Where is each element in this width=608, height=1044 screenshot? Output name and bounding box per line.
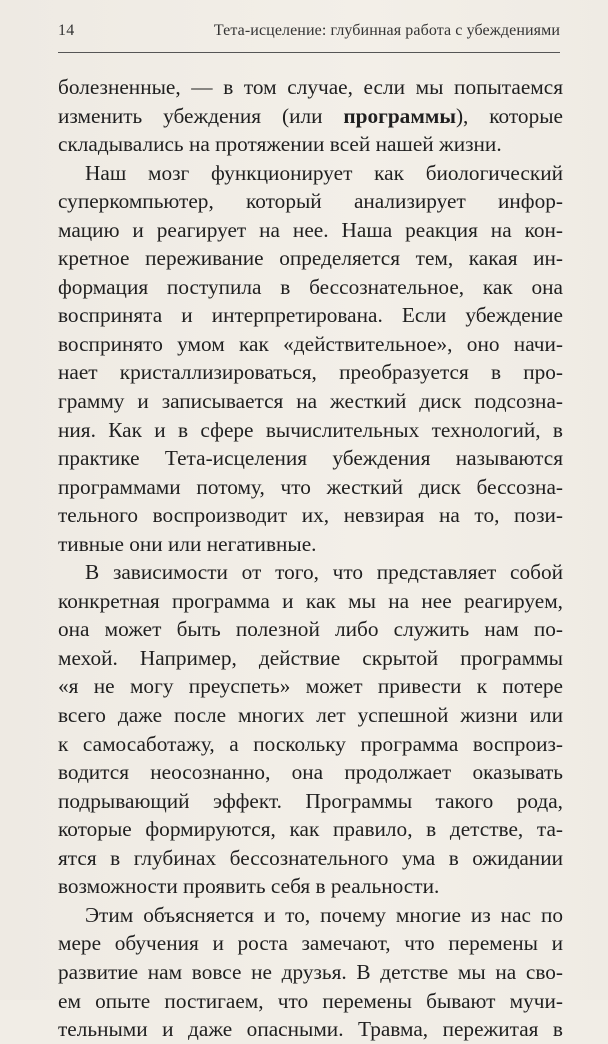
text-line: программами потому, что жесткий диск бессозна- [58,474,563,499]
body-text [58,73,563,1044]
bold-term: программы [343,103,456,128]
page-header [58,22,560,53]
text-line: к самосаботажу, а поскольку программа воспроиз- [58,731,563,756]
text-line: возможности проявить себя в реальности. [58,874,440,899]
text-line: ем опыте постигаем, что перемены бывают мучи- [58,988,563,1013]
text-line: практике Тета-исцеления убеждения называются [58,446,563,471]
text-line: развитие нам вовсе не друзья. В детстве мы на сво- [58,959,563,984]
text-line: мере обучения и роста замечают, что перемены и [58,931,563,956]
text-line: формация поступила в бессознательное, как она [58,274,563,299]
text-run: ), которые [455,103,563,128]
text-line: «я не могу преуспеть» может привести к потере [58,674,563,699]
text-line: подрывающий эффект. Программы такого рода, [58,788,563,813]
text-line: тельными и даже опасными. Травма, пережитая в [58,1017,563,1042]
text-line: болезненные, — в том случае, если мы попытаемся [58,75,563,99]
page-number: 14 [58,22,75,39]
text-line: складывались на протяжении всей нашей жизни. [58,132,502,157]
paragraph [58,901,563,1044]
text-line: кретное переживание определяется тем, какая ин- [58,246,563,271]
text-line: тельного воспроизводит их, невзирая на то, пози- [58,503,563,528]
text-line: тивные они или негативные. [58,531,317,556]
running-title: Тета-исцеление: глубинная работа с убеждениями [213,22,560,39]
text-line: Этим объясняется и то, почему многие из нас по [85,902,563,927]
paragraph [58,73,563,159]
text-line: суперкомпьютер, который анализирует инфор- [58,189,563,214]
text-line: воспринято умом как «действительное», оно начи- [58,331,563,356]
text-line: мацию и реагирует на нее. Наша реакция на кон- [58,217,563,242]
text-line: ятся в глубинах бессознательного ума в ожидании [58,845,563,870]
text-line: которые формируются, как правило, в детстве, та- [58,817,563,842]
text-line: Наш мозг функционирует как биологический [85,160,563,185]
text-line: воспринята и интерпретирована. Если убеждение [58,303,563,328]
paragraph [58,159,563,559]
text-line [58,102,563,131]
text-line: нает кристаллизироваться, преобразуется в про- [58,360,563,385]
text-line: конкретная программа и как мы на нее реагируем, [58,588,563,613]
text-line: всего даже после многих лет успешной жизни или [58,703,563,728]
text-line: она может быть полезной либо служить нам по- [58,617,563,642]
text-line: В зависимости от того, что представляет собой [85,560,563,585]
paragraph [58,558,563,901]
text-run: изменить убеждения (или [58,103,344,128]
text-line: мехой. Например, действие скрытой программы [58,645,563,670]
text-line: водится неосознанно, она продолжает оказывать [58,760,563,785]
text-line: грамму и записывается на жесткий диск подсозна- [58,389,563,414]
text-line: ния. Как и в сфере вычислительных технологий, в [58,417,563,442]
